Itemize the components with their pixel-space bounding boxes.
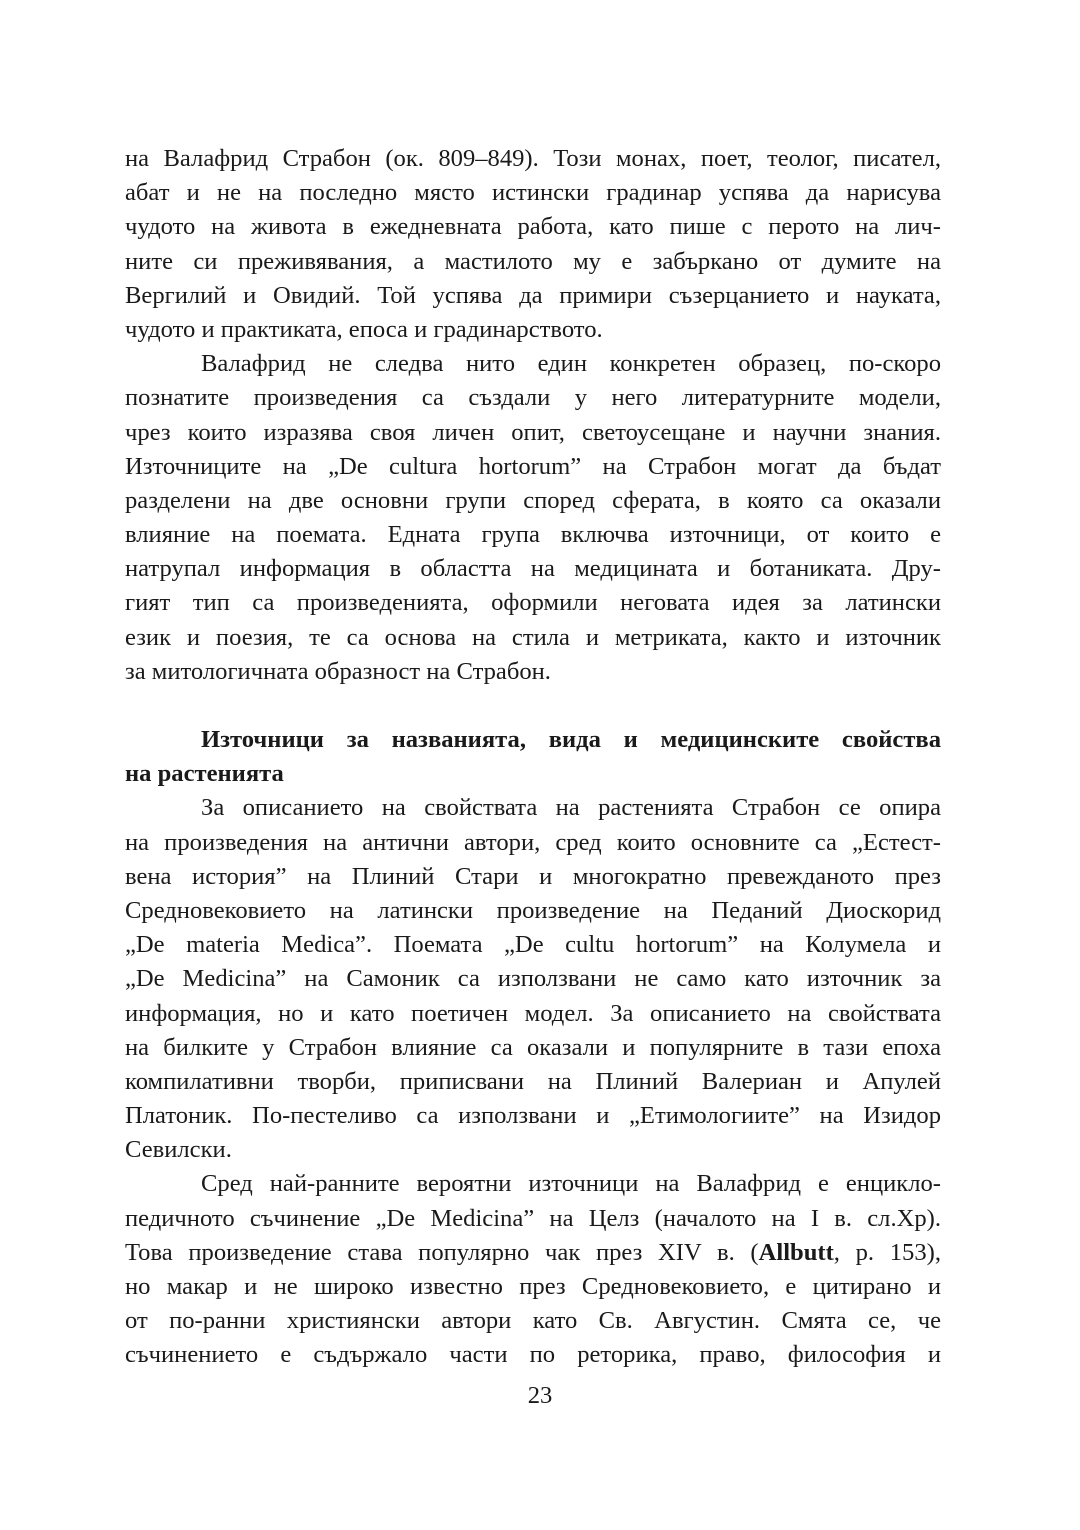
paragraph-3 <box>125 791 941 1167</box>
heading-line: Източници за названията, вида и медицинските свойства <box>201 726 941 753</box>
text-line: Средновековието на латински произведение на Педаний Диоскорид <box>125 896 941 924</box>
body-text <box>125 142 941 1373</box>
text-line: „De materia Medica”. Поемата „De cultu hortorum” на Колумела и <box>125 931 941 959</box>
paragraph-2 <box>125 347 941 689</box>
text-line: Севилски. <box>125 1136 232 1164</box>
text-line: съчинението е съдържало части по реторика, право, философия и <box>125 1341 941 1369</box>
paragraph-1 <box>125 142 941 347</box>
text-line: разделени на две основни групи според сферата, в която са оказали <box>125 486 941 514</box>
text-line: влияние на поемата. Едната група включва източници, от които е <box>125 521 941 549</box>
text-line: за митологичната образност на Страбон. <box>125 657 551 685</box>
page-number: 23 <box>527 1382 553 1409</box>
text-line-with-citation <box>125 1236 941 1270</box>
section-heading <box>125 723 941 791</box>
text-line: чудото и практиката, епоса и градинарството. <box>125 315 603 343</box>
text-line: Вергилий и Овидий. Той успява да примири съзерцанието и науката, <box>125 281 941 309</box>
text-line: на произведения на антични автори, сред които основните са „Естест- <box>125 828 941 856</box>
text-line: познатите произведения са създали у него литературните модели, <box>125 384 941 412</box>
text-line: Източниците на „De cultura hortorum” на Страбон могат да бъдат <box>125 452 941 480</box>
text-line: Сред най-ранните вероятни източници на Валафрид е енцикло- <box>201 1170 941 1198</box>
text-fragment: , p. 153), <box>833 1238 941 1266</box>
text-line: педичното съчинение „De Medicina” на Целз (началото на I в. сл.Хр). <box>125 1204 941 1232</box>
text-line: на билките у Страбон влияние са оказали и популярните в тази епоха <box>125 1033 941 1061</box>
text-line: абат и не на последно място истински градинар успява да нарисува <box>125 179 941 207</box>
heading-line: на растенията <box>125 760 284 788</box>
text-line: „De Medicina” на Самоник са използвани не само като източник за <box>125 965 941 993</box>
paragraph-4 <box>125 1167 941 1372</box>
text-line: Платоник. По-пестеливо са използвани и „Етимологиите” на Изидор <box>125 1102 941 1130</box>
text-line: на Валафрид Страбон (ок. 809–849). Този монах, поет, теолог, писател, <box>125 145 941 172</box>
text-line: Валафрид не следва нито един конкретен образец, по-скоро <box>201 350 941 378</box>
text-line: чудото на живота в ежедневната работа, като пише с перото на лич- <box>125 213 941 241</box>
text-line: ните си преживявания, а мастилото му е забъркано от думите на <box>125 247 941 275</box>
text-line: от по-ранни християнски автори като Св. Августин. Смята се, че <box>125 1307 941 1335</box>
citation-author: Allbutt <box>758 1238 834 1266</box>
text-fragment: Това произведение става популярно чак през XIV в. ( <box>125 1238 759 1266</box>
text-line: чрез които изразява своя личен опит, светоусещане и научни знания. <box>125 418 941 446</box>
text-line: компилативни творби, приписвани на Плиний Валериан и Апулей <box>125 1067 941 1095</box>
text-line: информация, но и като поетичен модел. За описанието на свойствата <box>125 999 941 1027</box>
text-line: натрупал информация в областта на медицината и ботаниката. Дру- <box>125 555 941 583</box>
text-line: За описанието на свойствата на растенията Страбон се опира <box>201 794 941 822</box>
text-line: но макар и не широко известно през Средновековието, е цитирано и <box>125 1273 941 1300</box>
section-gap <box>125 689 941 723</box>
text-line: език и поезия, те са основа на стила и метриката, както и източник <box>125 623 941 651</box>
text-line: вена история” на Плиний Стари и многократно превежданото през <box>125 862 941 890</box>
text-line: гият тип са произведенията, оформили неговата идея за латински <box>125 589 941 617</box>
